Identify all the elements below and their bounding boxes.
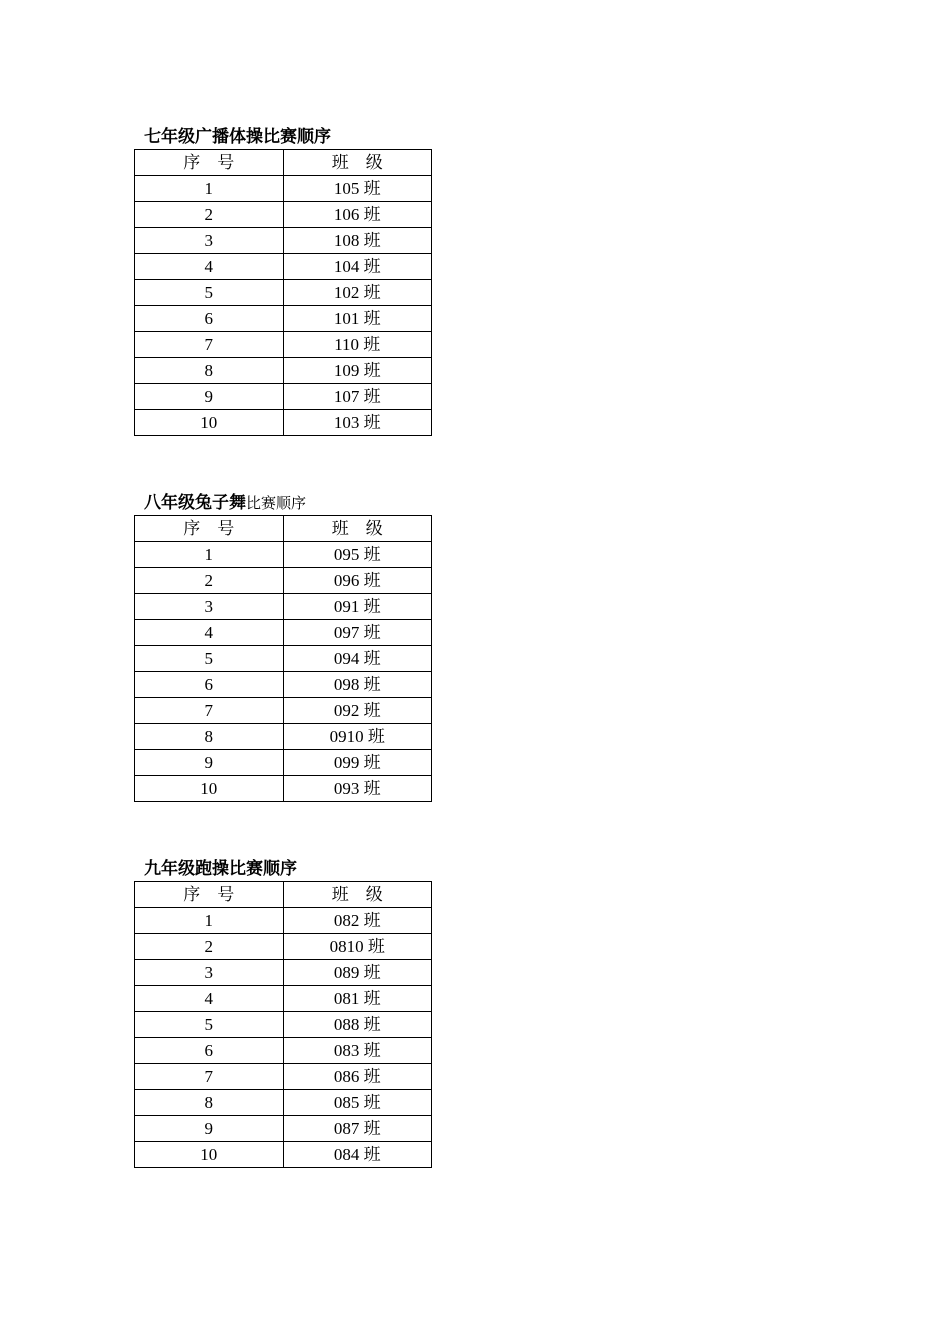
- cell-seq: 4: [135, 254, 284, 280]
- order-table-grade7: [134, 149, 432, 436]
- cell-class: 083 班: [283, 1038, 432, 1064]
- cell-seq: 2: [135, 934, 284, 960]
- cell-class: 103 班: [283, 410, 432, 436]
- header-seq: 序 号: [135, 150, 284, 176]
- cell-class: 094 班: [283, 646, 432, 672]
- table-row: [135, 934, 432, 960]
- table-row: [135, 698, 432, 724]
- cell-class: 106 班: [283, 202, 432, 228]
- cell-seq: 6: [135, 672, 284, 698]
- cell-seq: 5: [135, 1012, 284, 1038]
- order-table-grade8: [134, 515, 432, 802]
- section-title-text: 七年级广播体操比赛顺序: [144, 127, 331, 147]
- cell-seq: 3: [135, 228, 284, 254]
- cell-seq: 1: [135, 176, 284, 202]
- cell-seq: 5: [135, 280, 284, 306]
- header-class: 班 级: [283, 516, 432, 542]
- cell-seq: 9: [135, 384, 284, 410]
- table-row: [135, 594, 432, 620]
- cell-seq: 5: [135, 646, 284, 672]
- cell-seq: 8: [135, 724, 284, 750]
- cell-seq: 2: [135, 568, 284, 594]
- cell-seq: 7: [135, 332, 284, 358]
- table-header-row: [135, 882, 432, 908]
- cell-class: 086 班: [283, 1064, 432, 1090]
- header-class: 班 级: [283, 882, 432, 908]
- section-title-grade7: [144, 126, 331, 148]
- table-row: [135, 306, 432, 332]
- table-row: [135, 750, 432, 776]
- cell-seq: 3: [135, 960, 284, 986]
- cell-class: 093 班: [283, 776, 432, 802]
- cell-class: 082 班: [283, 908, 432, 934]
- table-row: [135, 202, 432, 228]
- cell-seq: 3: [135, 594, 284, 620]
- cell-class: 0910 班: [283, 724, 432, 750]
- cell-class: 096 班: [283, 568, 432, 594]
- table-row: [135, 332, 432, 358]
- table-row: [135, 960, 432, 986]
- cell-class: 101 班: [283, 306, 432, 332]
- table-row: [135, 620, 432, 646]
- table-row: [135, 410, 432, 436]
- table-row: [135, 280, 432, 306]
- cell-seq: 8: [135, 358, 284, 384]
- cell-seq: 6: [135, 306, 284, 332]
- section-title-grade9: [144, 858, 297, 880]
- cell-class: 0810 班: [283, 934, 432, 960]
- header-seq: 序 号: [135, 516, 284, 542]
- table-row: [135, 776, 432, 802]
- table-row: [135, 1142, 432, 1168]
- table-row: [135, 1064, 432, 1090]
- header-seq: 序 号: [135, 882, 284, 908]
- cell-seq: 9: [135, 750, 284, 776]
- table-row: [135, 542, 432, 568]
- section-grade7: [134, 127, 432, 436]
- table-row: [135, 1116, 432, 1142]
- table-row: [135, 672, 432, 698]
- table-row: [135, 908, 432, 934]
- header-class: 班 级: [283, 150, 432, 176]
- table-header-row: [135, 150, 432, 176]
- cell-class: 091 班: [283, 594, 432, 620]
- table-row: [135, 228, 432, 254]
- table-row: [135, 254, 432, 280]
- cell-class: 095 班: [283, 542, 432, 568]
- cell-class: 089 班: [283, 960, 432, 986]
- section-title-grade8: [144, 492, 306, 514]
- cell-class: 092 班: [283, 698, 432, 724]
- section-title-text: 八年级兔子舞: [144, 493, 246, 513]
- cell-class: 102 班: [283, 280, 432, 306]
- table-row: [135, 1012, 432, 1038]
- table-row: [135, 358, 432, 384]
- table-row: [135, 1090, 432, 1116]
- cell-class: 087 班: [283, 1116, 432, 1142]
- cell-class: 109 班: [283, 358, 432, 384]
- cell-seq: 4: [135, 986, 284, 1012]
- table-row: [135, 1038, 432, 1064]
- cell-seq: 8: [135, 1090, 284, 1116]
- section-title-suffix: 比赛顺序: [246, 494, 307, 512]
- section-grade9: [134, 859, 432, 1168]
- order-table-grade9: [134, 881, 432, 1168]
- cell-class: 099 班: [283, 750, 432, 776]
- cell-class: 081 班: [283, 986, 432, 1012]
- cell-seq: 1: [135, 542, 284, 568]
- cell-seq: 4: [135, 620, 284, 646]
- cell-class: 107 班: [283, 384, 432, 410]
- cell-class: 084 班: [283, 1142, 432, 1168]
- cell-seq: 6: [135, 1038, 284, 1064]
- table-row: [135, 986, 432, 1012]
- table-row: [135, 646, 432, 672]
- cell-seq: 10: [135, 1142, 284, 1168]
- cell-class: 097 班: [283, 620, 432, 646]
- cell-class: 098 班: [283, 672, 432, 698]
- cell-seq: 10: [135, 776, 284, 802]
- cell-class: 088 班: [283, 1012, 432, 1038]
- cell-seq: 2: [135, 202, 284, 228]
- cell-class: 108 班: [283, 228, 432, 254]
- cell-seq: 7: [135, 1064, 284, 1090]
- cell-class: 110 班: [283, 332, 432, 358]
- cell-seq: 7: [135, 698, 284, 724]
- cell-seq: 1: [135, 908, 284, 934]
- cell-class: 105 班: [283, 176, 432, 202]
- cell-seq: 10: [135, 410, 284, 436]
- cell-class: 104 班: [283, 254, 432, 280]
- table-row: [135, 384, 432, 410]
- section-grade8: [134, 493, 432, 802]
- table-row: [135, 176, 432, 202]
- table-row: [135, 724, 432, 750]
- table-header-row: [135, 516, 432, 542]
- cell-class: 085 班: [283, 1090, 432, 1116]
- cell-seq: 9: [135, 1116, 284, 1142]
- section-title-text: 九年级跑操比赛顺序: [144, 859, 297, 879]
- table-row: [135, 568, 432, 594]
